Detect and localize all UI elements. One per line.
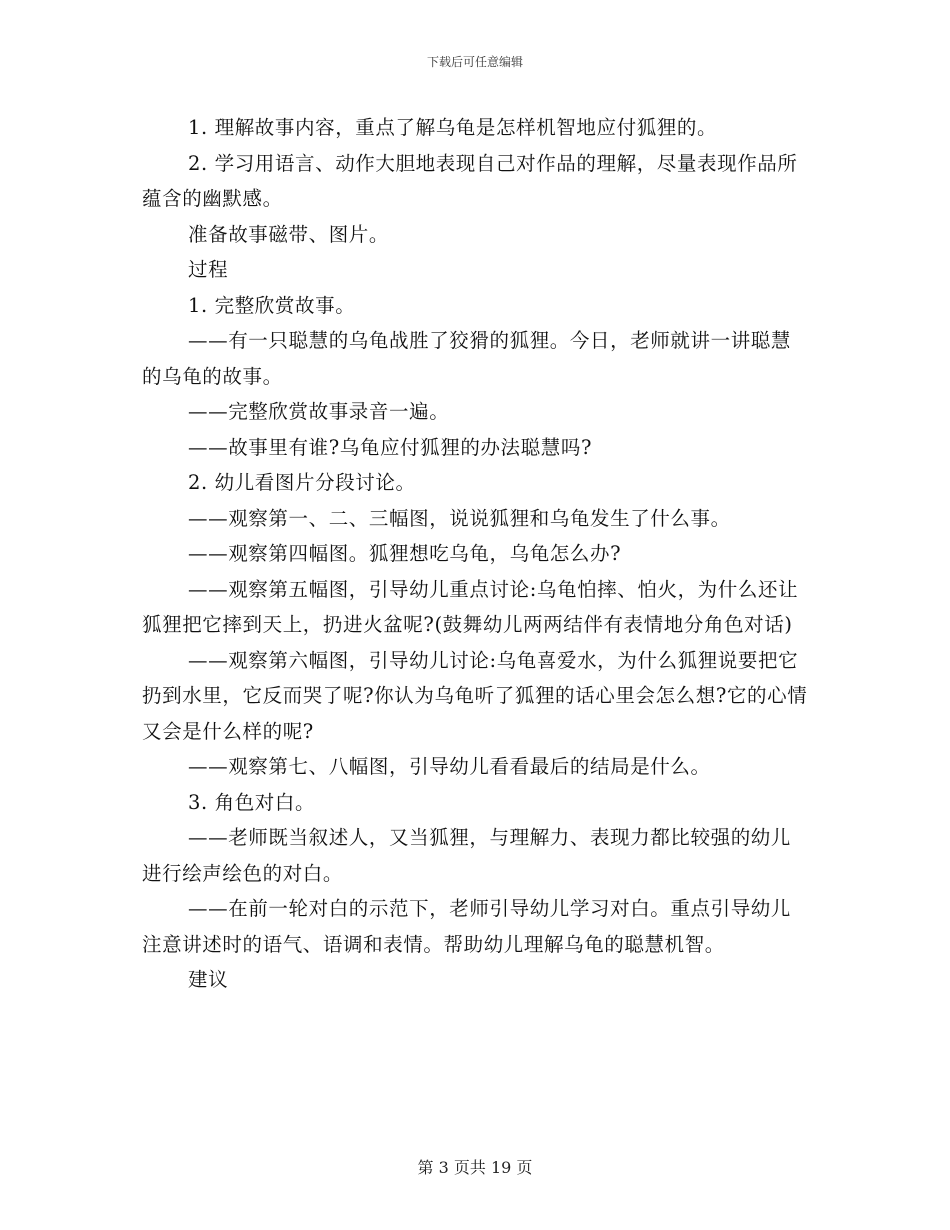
page-header-note: 下载后可任意编辑 — [426, 55, 523, 69]
paragraph-preparation: 准备故事磁带、图片。 — [188, 222, 390, 246]
paragraph-step-2-d: ——观察第六幅图，引导幼儿讨论:乌龟喜爱水，为什么狐狸说要把它扔到水里，它反而哭了呢?你认为乌龟听了狐狸的话心里会怎么想?它的心情又会是什么样的呢? — [142, 648, 808, 743]
paragraph-step-2-a: ——观察第一、二、三幅图，说说狐狸和乌龟发生了什么事。 — [188, 506, 731, 530]
paragraph-step-2-c: ——观察第五幅图，引导幼儿重点讨论:乌龟怕摔、怕火，为什么还让狐狸把它摔到天上，扔进火盆呢?(鼓舞幼儿两两结伴有表情地分角色对话) — [142, 577, 799, 636]
paragraph-step-1-c: ——故事里有谁?乌龟应付狐狸的办法聪慧吗? — [188, 435, 593, 459]
paragraph-step-1: 1. 完整欣赏故事。 — [188, 293, 356, 317]
section-heading-suggestion: 建议 — [188, 968, 229, 991]
paragraph-step-3: 3. 角色对白。 — [188, 790, 316, 814]
paragraph-goal-1: 1. 理解故事内容，重点了解乌龟是怎样机智地应付狐狸的。 — [188, 116, 718, 139]
paragraph-step-3-a: ——老师既当叙述人，又当狐狸，与理解力、表现力都比较强的幼儿进行绘声绘色的对白。 — [142, 826, 792, 885]
paragraph-step-2-b: ——观察第四幅图。狐狸想吃乌龟，乌龟怎么办? — [188, 542, 622, 565]
paragraph-step-1-a: ——有一只聪慧的乌龟战胜了狡猾的狐狸。今日，老师就讲一讲聪慧的乌龟的故事。 — [142, 329, 792, 388]
section-heading-process: 过程 — [188, 258, 229, 281]
paragraph-step-2-e: ——观察第七、八幅图，引导幼儿看看最后的结局是什么。 — [188, 755, 711, 778]
page-number: 第 3 页共 19 页 — [417, 1158, 533, 1177]
paragraph-step-3-b: ——在前一轮对白的示范下，老师引导幼儿学习对白。重点引导幼儿注意讲述时的语气、语调和表情。帮助幼儿理解乌龟的聪慧机智。 — [142, 897, 792, 956]
paragraph-step-2: 2. 幼儿看图片分段讨论。 — [188, 471, 416, 494]
document-body — [142, 110, 810, 998]
paragraph-goal-2: 2. 学习用语言、动作大胆地表现自己对作品的理解，尽量表现作品所蕴含的幽默感。 — [142, 151, 798, 210]
paragraph-step-1-b: ——完整欣赏故事录音一遍。 — [188, 400, 450, 423]
